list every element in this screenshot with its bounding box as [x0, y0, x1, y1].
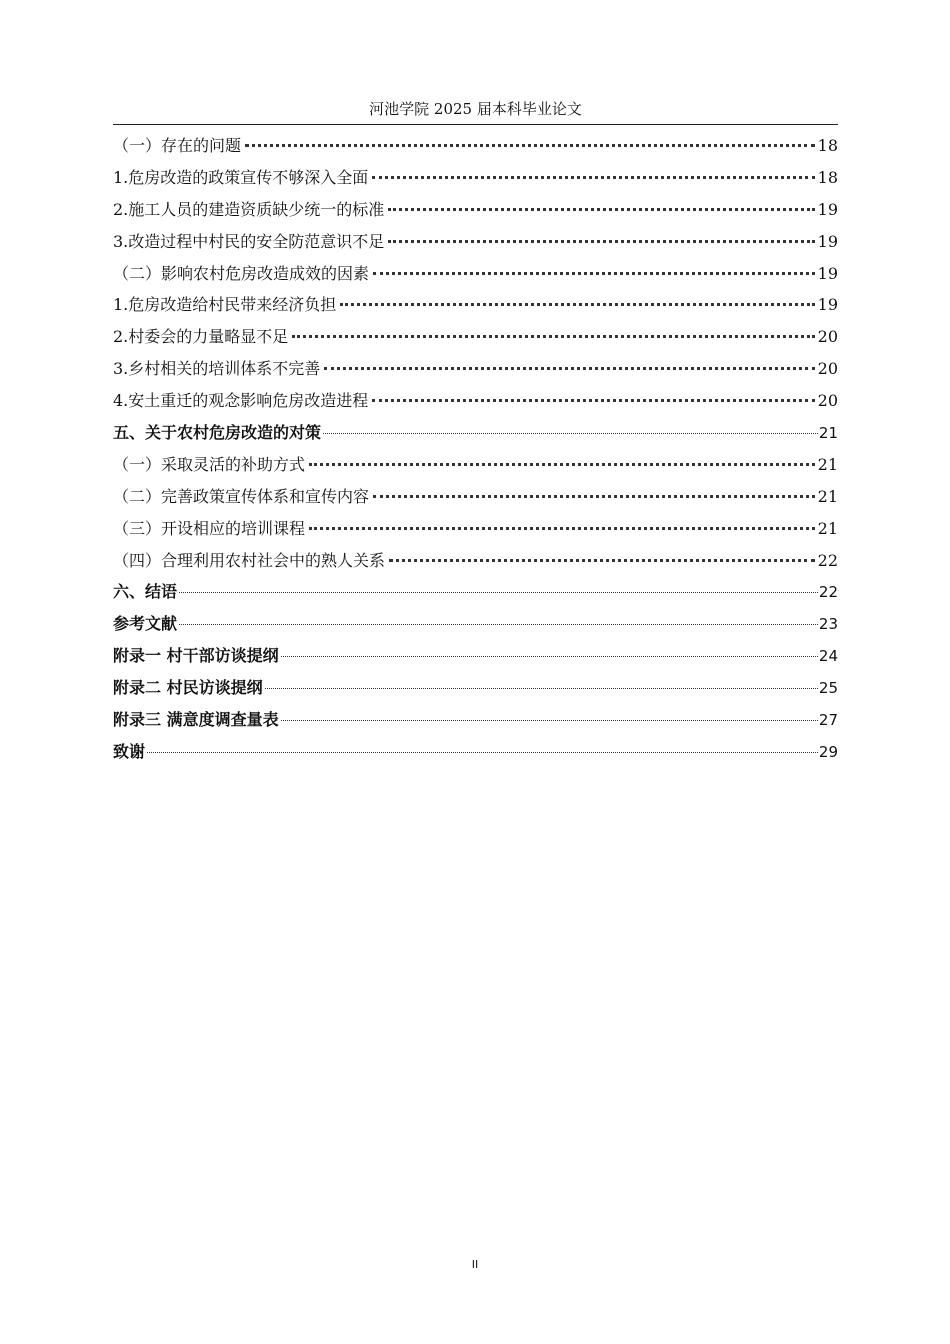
toc-entry-page: 23 — [818, 615, 838, 634]
toc-entry-title: 2.施工人员的建造资质缺少统一的标准 — [113, 199, 385, 219]
toc-entry[interactable] — [113, 545, 838, 577]
toc-entry[interactable] — [113, 704, 838, 736]
toc-dot-leader — [281, 655, 818, 657]
toc-entry-title: 附录二 村民访谈提纲 — [113, 678, 263, 698]
toc-entry-page: 21 — [817, 486, 838, 506]
toc-entry[interactable] — [113, 385, 838, 417]
page-number: II — [471, 1258, 479, 1271]
toc-entry-page: 27 — [818, 711, 838, 730]
toc-entry[interactable] — [113, 226, 838, 258]
toc-dot-leader — [340, 302, 814, 306]
page-footer — [0, 1258, 950, 1271]
toc-entry-title: 六、结语 — [113, 582, 178, 602]
toc-entry-title: 1.危房改造给村民带来经济负担 — [113, 295, 337, 315]
toc-entry[interactable] — [113, 353, 838, 385]
toc-dot-leader — [372, 175, 814, 179]
toc-entry-page: 29 — [818, 742, 838, 761]
toc-entry-page: 20 — [817, 359, 838, 379]
toc-dot-leader — [389, 558, 815, 562]
toc-dot-leader — [179, 623, 818, 625]
toc-entry-page: 20 — [817, 327, 838, 347]
toc-entry-page: 18 — [817, 167, 838, 187]
toc-entry-title: （四）合理利用农村社会中的熟人关系 — [113, 550, 386, 570]
toc-entry[interactable] — [113, 258, 838, 290]
toc-entry[interactable] — [113, 672, 838, 704]
toc-entry-title: 附录一 村干部访谈提纲 — [113, 646, 279, 666]
toc-entry-title: 1.危房改造的政策宣传不够深入全面 — [113, 167, 369, 187]
toc-entry[interactable] — [113, 736, 838, 768]
toc-entry-page: 22 — [818, 583, 838, 602]
toc-dot-leader — [245, 143, 815, 147]
toc-dot-leader — [324, 366, 814, 370]
toc-entry-title: 4.安土重迁的观念影响危房改造进程 — [113, 391, 369, 411]
toc-entry[interactable] — [113, 481, 838, 513]
toc-entry[interactable] — [113, 289, 838, 321]
toc-entry-title: 3.改造过程中村民的安全防范意识不足 — [113, 231, 385, 251]
toc-entry[interactable] — [113, 162, 838, 194]
toc-entry-page: 19 — [817, 263, 838, 283]
toc-dot-leader — [323, 432, 818, 434]
toc-entry[interactable] — [113, 449, 838, 481]
toc-entry-page: 22 — [817, 550, 838, 570]
toc-entry-title: 五、关于农村危房改造的对策 — [113, 423, 322, 443]
toc-entry-page: 21 — [817, 518, 838, 538]
toc-entry-title: （三）开设相应的培训课程 — [113, 518, 306, 538]
toc-dot-leader — [373, 494, 815, 498]
toc-dot-leader — [372, 398, 814, 402]
toc-entry-page: 19 — [817, 295, 838, 315]
page-header — [113, 96, 838, 125]
toc-dot-leader — [147, 751, 818, 753]
toc-entry-title: 2.村委会的力量略显不足 — [113, 327, 289, 347]
toc-entry-page: 18 — [817, 136, 838, 155]
toc-dot-leader — [179, 591, 818, 593]
toc-entry-page: 21 — [818, 424, 838, 443]
toc-entry[interactable] — [113, 640, 838, 672]
toc-entry-title: （一）采取灵活的补助方式 — [113, 454, 306, 474]
toc-entry-title: （二）影响农村危房改造成效的因素 — [113, 263, 370, 283]
toc-dot-leader — [309, 526, 815, 530]
toc-entry[interactable] — [113, 194, 838, 226]
toc-dot-leader — [388, 207, 814, 211]
toc-dot-leader — [281, 719, 818, 721]
toc-entry-page: 25 — [818, 679, 838, 698]
toc-entry-page: 20 — [817, 391, 838, 411]
toc-entry[interactable] — [113, 130, 838, 162]
toc-entry[interactable] — [113, 513, 838, 545]
toc-entry[interactable] — [113, 417, 838, 449]
toc-entry-page: 24 — [818, 647, 838, 666]
toc-entry-page: 19 — [817, 231, 838, 251]
toc-entry-title: （二）完善政策宣传体系和宣传内容 — [113, 486, 370, 506]
toc-dot-leader — [309, 462, 815, 466]
toc-entry-title: 致谢 — [113, 741, 146, 761]
toc-entry[interactable] — [113, 608, 838, 640]
header-title: 河池学院 2025 届本科毕业论文 — [369, 100, 582, 118]
toc-entry-page: 21 — [817, 454, 838, 474]
toc-dot-leader — [265, 687, 818, 689]
toc-entry-title: 附录三 满意度调查量表 — [113, 710, 279, 730]
toc-entry-title: 3.乡村相关的培训体系不完善 — [113, 359, 321, 379]
toc-dot-leader — [373, 271, 815, 275]
toc-entry[interactable] — [113, 576, 838, 608]
toc-dot-leader — [388, 239, 814, 243]
toc-dot-leader — [292, 334, 814, 338]
toc-entry-title: 参考文献 — [113, 614, 178, 634]
toc-entry-title: （一）存在的问题 — [113, 136, 242, 155]
table-of-contents — [113, 130, 838, 768]
toc-entry-page: 19 — [817, 199, 838, 219]
toc-entry[interactable] — [113, 321, 838, 353]
